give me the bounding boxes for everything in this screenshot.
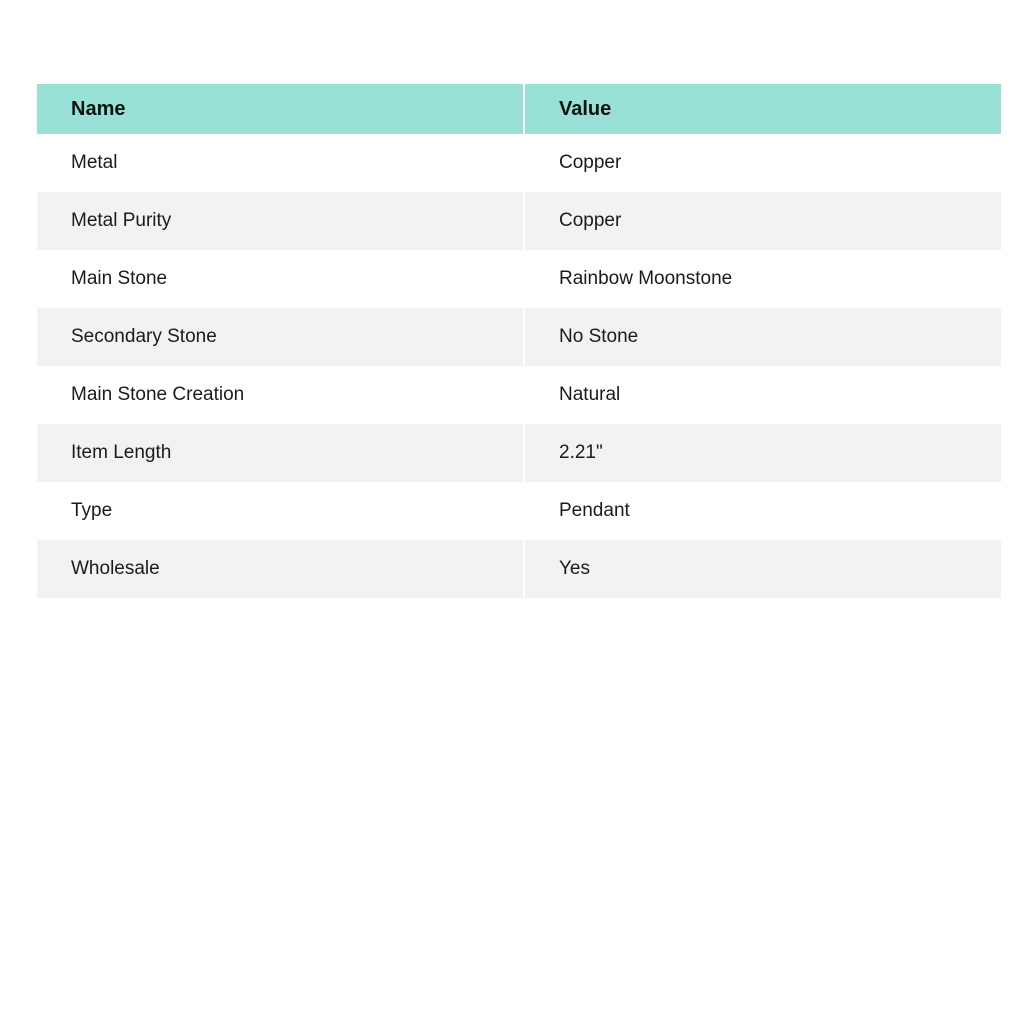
row-name-cell: Type [71,500,113,521]
row-name-cell: Secondary Stone [71,326,217,347]
header-value: Value [523,84,1001,134]
row-value-cell: Copper [523,192,1001,250]
row-value-cell: Pendant [523,482,1001,540]
row-value-cell: No Stone [523,308,1001,366]
table-header-row [37,84,1001,134]
row-name-cell: Metal Purity [71,210,172,231]
row-name-cell: Item Length [71,442,172,463]
row-value-cell: 2.21" [523,424,1001,482]
row-name-cell: Metal [71,152,118,173]
table-row [37,482,1001,540]
table-row [37,540,1001,598]
table-body [37,134,1001,598]
table-row [37,366,1001,424]
table-row [37,308,1001,366]
row-value-cell: Yes [523,540,1001,598]
row-name-cell: Main Stone [71,268,168,289]
row-value-cell: Copper [523,134,1001,192]
row-name-cell: Main Stone Creation [71,384,245,405]
table-row [37,424,1001,482]
table-row [37,192,1001,250]
table-row [37,134,1001,192]
product-attributes-table [37,84,1001,598]
row-value-cell: Natural [523,366,1001,424]
table-row [37,250,1001,308]
header-name: Name [71,97,126,120]
row-name-cell: Wholesale [71,558,160,579]
row-value-cell: Rainbow Moonstone [523,250,1001,308]
